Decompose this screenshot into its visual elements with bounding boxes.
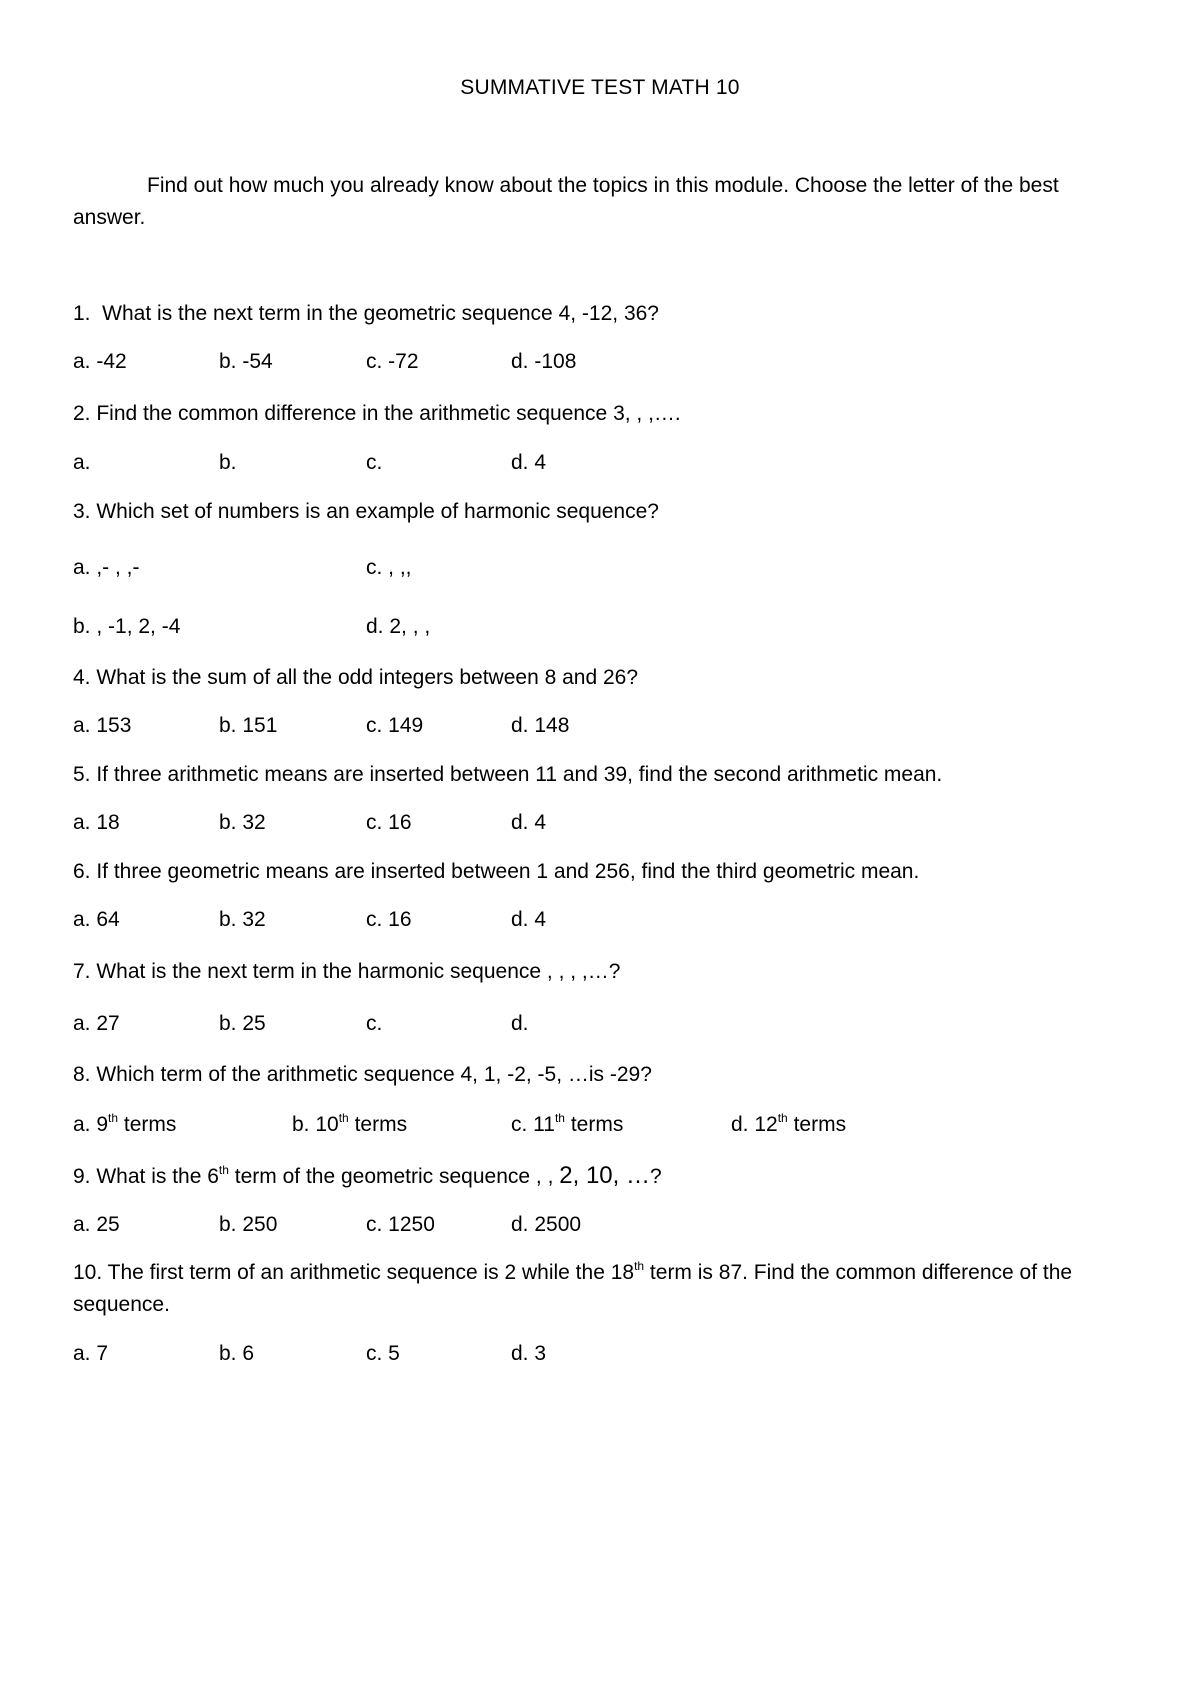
option-4a: a. 153 <box>73 714 132 737</box>
option-9c: c. 1250 <box>366 1213 435 1236</box>
question-6: 6. If three geometric means are inserted between 1 and 256, find the third geometric mean. <box>73 860 920 883</box>
option-5b: b. 32 <box>219 811 266 834</box>
option-9b: b. 250 <box>219 1213 278 1236</box>
option-8d: d. 12th terms <box>731 1111 847 1136</box>
option-1b: b. -54 <box>219 350 273 373</box>
option-3a: a. ,- , ,- <box>73 556 140 579</box>
option-5d: d. 4 <box>511 811 547 834</box>
option-7a: a. 27 <box>73 1012 120 1035</box>
question-7: 7. What is the next term in the harmonic sequence , , , ,…? <box>73 960 621 983</box>
option-6d: d. 4 <box>511 908 547 931</box>
option-10c: c. 5 <box>366 1342 400 1365</box>
question-3: 3. Which set of numbers is an example of harmonic sequence? <box>73 500 659 523</box>
option-3c: c. , ,, <box>366 556 412 579</box>
option-2a: a. <box>73 451 91 474</box>
option-3b: b. , -1, 2, -4 <box>73 615 181 638</box>
option-1d: d. -108 <box>511 350 577 373</box>
option-8b: b. 10th terms <box>292 1111 408 1136</box>
option-6c: c. 16 <box>366 908 412 931</box>
question-5: 5. If three arithmetic means are inserted between 11 and 39, find the second arithmetic mean. <box>73 763 943 786</box>
question-8: 8. Which term of the arithmetic sequence 4, 1, -2, -5, …is -29? <box>73 1063 652 1086</box>
option-2b: b. <box>219 451 237 474</box>
option-8c: c. 11th terms <box>511 1111 624 1136</box>
option-3d: d. 2, , , <box>366 615 431 638</box>
option-4b: b. 151 <box>219 714 278 737</box>
option-5c: c. 16 <box>366 811 412 834</box>
page-title: SUMMATIVE TEST MATH 10 <box>460 76 740 99</box>
option-7c: c. <box>366 1012 383 1035</box>
instructions: Find out how much you already know about the topics in this module. Choose the letter of the best answer. <box>73 174 1059 229</box>
option-2d: d. 4 <box>511 451 547 474</box>
option-1a: a. -42 <box>73 350 127 373</box>
option-1c: c. -72 <box>366 350 419 373</box>
option-10b: b. 6 <box>219 1342 255 1365</box>
question-9: 9. What is the 6th term of the geometric sequence , , 2, 10, …? <box>73 1162 662 1189</box>
option-4c: c. 149 <box>366 714 424 737</box>
option-9a: a. 25 <box>73 1213 120 1236</box>
option-7d: d. <box>511 1012 529 1035</box>
option-9d: d. 2500 <box>511 1213 582 1236</box>
option-10a: a. 7 <box>73 1342 109 1365</box>
question-4: 4. What is the sum of all the odd integers between 8 and 26? <box>73 666 639 689</box>
question-2: 2. Find the common difference in the arithmetic sequence 3, , ,…. <box>73 402 681 425</box>
option-6b: b. 32 <box>219 908 266 931</box>
question-1: 1. What is the next term in the geometric sequence 4, -12, 36? <box>73 302 659 325</box>
question-10: 10. The first term of an arithmetic sequence is 2 while the 18th term is 87. Find the common difference of the sequence. <box>73 1259 1073 1316</box>
option-5a: a. 18 <box>73 811 120 834</box>
option-7b: b. 25 <box>219 1012 266 1035</box>
option-10d: d. 3 <box>511 1342 547 1365</box>
option-8a: a. 9th terms <box>73 1111 177 1136</box>
option-2c: c. <box>366 451 383 474</box>
option-4d: d. 148 <box>511 714 570 737</box>
option-6a: a. 64 <box>73 908 120 931</box>
